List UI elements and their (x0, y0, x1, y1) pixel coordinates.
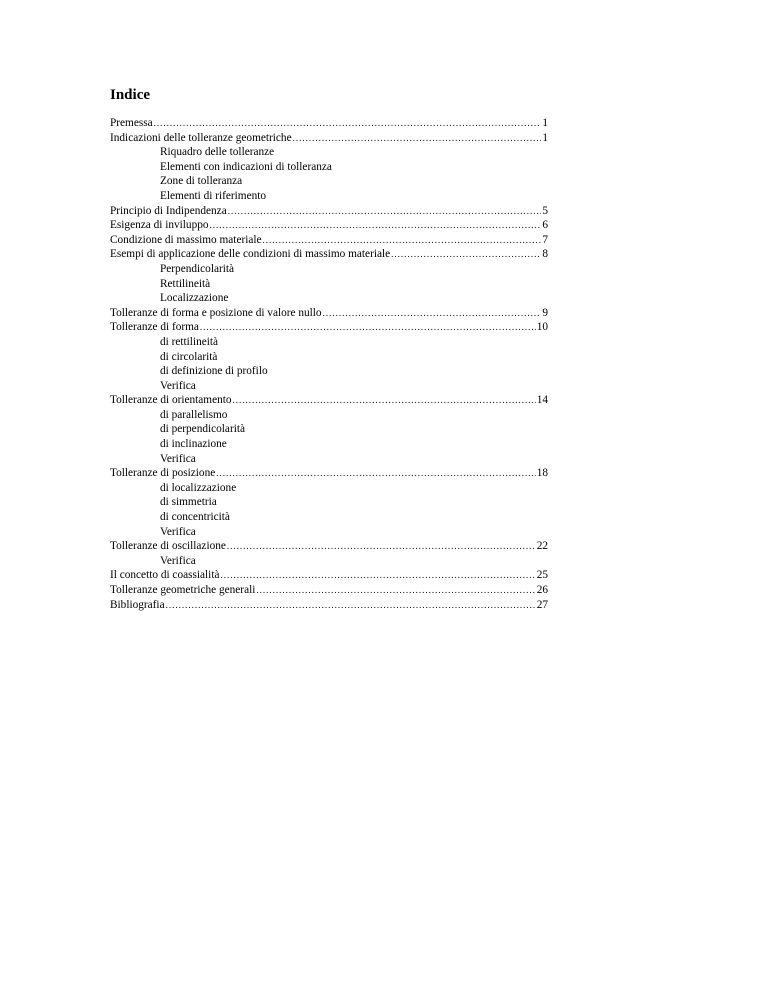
toc-entry[interactable] (110, 116, 548, 131)
toc-dot-leader (323, 306, 542, 321)
toc-subentry[interactable]: Zone di tolleranza (160, 175, 243, 188)
toc-entry-label: Premessa (110, 117, 153, 129)
toc-entry[interactable] (110, 247, 548, 262)
toc-subentry[interactable]: Verifica (160, 554, 196, 567)
toc-entry-label: Indicazioni delle tolleranze geometriche (110, 131, 292, 144)
toc-dot-leader (216, 466, 535, 481)
page-title: Indice (110, 87, 151, 103)
toc-page-number: 18 (536, 467, 548, 480)
toc-entry[interactable] (110, 320, 548, 335)
toc-subentry[interactable]: Elementi di riferimento (160, 189, 267, 202)
toc-subentry[interactable]: di localizzazione (160, 481, 237, 494)
toc-page-number: 22 (536, 540, 548, 553)
toc-subentry[interactable]: Verifica (160, 379, 196, 392)
toc-page-number: 9 (542, 306, 548, 319)
toc-subentry[interactable]: Verifica (160, 525, 196, 538)
toc-entry[interactable] (110, 204, 548, 219)
toc-dot-leader (391, 247, 541, 262)
toc-entry-label: Bibliografia (110, 598, 165, 611)
toc-dot-leader (210, 218, 542, 233)
toc-page-number: 1 (542, 117, 548, 129)
toc-dot-leader (228, 204, 542, 219)
toc-entry[interactable] (110, 598, 548, 613)
toc-subentry[interactable]: Rettilineità (160, 277, 211, 290)
toc-entry[interactable] (110, 568, 548, 583)
toc-page-number: 26 (536, 584, 548, 596)
toc-page-number: 1 (542, 131, 548, 144)
toc-entry-label: Esigenza di inviluppo (110, 219, 209, 232)
toc-entry-label: Il concetto di coassialità (110, 569, 220, 582)
toc-entry[interactable] (110, 233, 548, 248)
toc-subentry[interactable]: di parallelismo (160, 408, 228, 421)
toc-entry-label: Tolleranze di oscillazione (110, 540, 226, 553)
toc-subentry[interactable]: di circolarità (160, 350, 218, 363)
toc-entry-label: Tolleranze di forma e posizione di valore nullo (110, 306, 322, 319)
toc-entry[interactable] (110, 218, 548, 233)
toc-page-number: 14 (536, 394, 548, 407)
toc-subentry[interactable]: Verifica (160, 452, 196, 465)
toc-entry-label: Tolleranze geometriche generali (110, 584, 256, 596)
toc-page-number: 5 (542, 204, 548, 217)
toc-subentry[interactable]: Perpendicolarità (160, 262, 235, 275)
toc-page-number: 7 (542, 233, 548, 246)
toc-subentry[interactable]: di rettilineità (160, 335, 219, 348)
toc-dot-leader (233, 393, 536, 408)
toc-entry[interactable] (110, 539, 548, 554)
toc-page-number: 8 (542, 248, 548, 261)
toc-dot-leader (154, 116, 542, 131)
toc-subentry[interactable]: di concentricità (160, 511, 230, 524)
toc-dot-leader (166, 598, 536, 613)
toc-dot-leader (227, 539, 536, 554)
toc-page-number: 6 (542, 219, 548, 232)
toc-entry-label: Condizione di massimo materiale (110, 233, 262, 246)
table-of-contents (110, 116, 548, 612)
toc-entry[interactable] (110, 393, 548, 408)
toc-subentry[interactable]: di simmetria (160, 496, 217, 509)
toc-page-number: 25 (536, 569, 548, 582)
toc-entry[interactable] (110, 131, 548, 146)
toc-entry[interactable] (110, 583, 548, 598)
toc-page-number: 27 (536, 598, 548, 611)
toc-subentry[interactable]: di perpendicolarità (160, 423, 246, 436)
toc-page-number: 10 (536, 321, 548, 334)
toc-subentry[interactable]: Riquadro delle tolleranze (160, 146, 275, 159)
toc-entry-label: Tolleranze di forma (110, 321, 199, 334)
toc-entry-label: Esempi di applicazione delle condizioni di massimo materiale (110, 248, 391, 261)
toc-entry-label: Tolleranze di posizione (110, 467, 216, 480)
toc-dot-leader (200, 320, 536, 335)
toc-dot-leader (293, 131, 542, 146)
toc-entry[interactable] (110, 466, 548, 481)
toc-entry[interactable] (110, 306, 548, 321)
toc-dot-leader (256, 583, 535, 598)
toc-dot-leader (263, 233, 542, 248)
toc-subentry[interactable]: Elementi con indicazioni di tolleranza (160, 160, 332, 173)
toc-subentry[interactable]: Localizzazione (160, 292, 229, 305)
toc-entry-label: Principio di Indipendenza (110, 204, 227, 217)
toc-subentry[interactable]: di definizione di profilo (160, 365, 268, 378)
toc-dot-leader (220, 568, 535, 583)
toc-entry-label: Tolleranze di orientamento (110, 394, 232, 407)
toc-subentry[interactable]: di inclinazione (160, 438, 227, 451)
